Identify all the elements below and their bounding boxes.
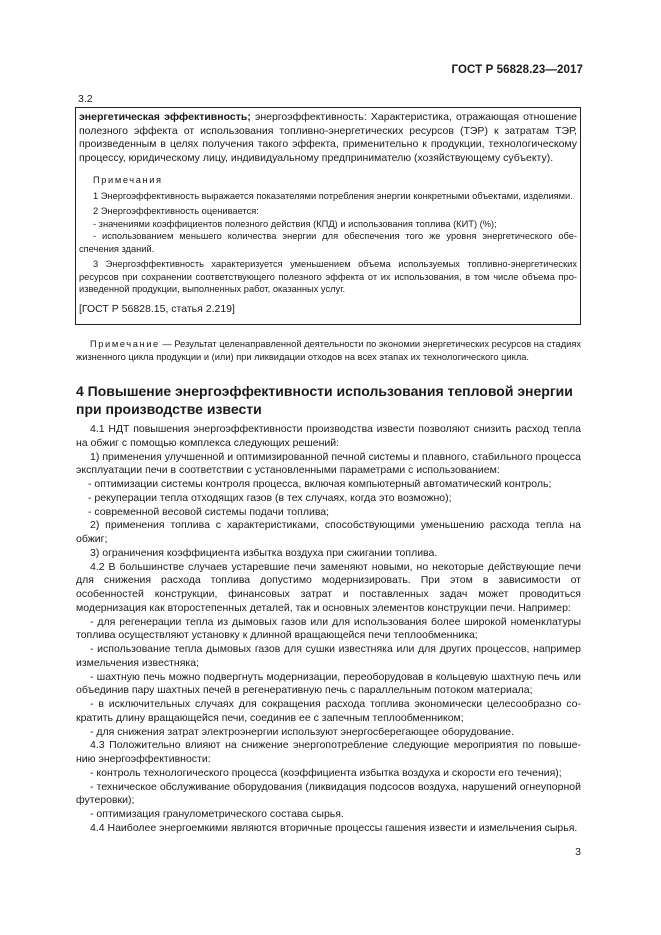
list-item: - контроль технологического процесса (коэффициента избытка воздуха и скорости его течения); (90, 766, 562, 779)
section-number: 3.2 (78, 93, 93, 105)
note-2-title: 2 Энергоэффективность оценивается: (93, 206, 259, 216)
document-header: ГОСТ Р 56828.23—2017 (451, 64, 583, 76)
paragraph-4-1: 4.1 НДТ повышения энергоэффективности производства извести позволяют снизить расход тепла на обжиг с помощью комплекса следующих решений: (76, 423, 581, 449)
list-item: - оптимизации системы контроля процесса, включая компьютерный автоматический контроль; (88, 478, 552, 490)
list-item: - шахтную печь можно подвергнуть модернизации, переоборудовав в кольцевую шахтную печь или объединив пару шахтных печей в регенеративную печь с параллельным потоком материала; (76, 670, 581, 697)
paragraph-4-2: 4.2 В большинстве случаев устаревшие печи заменяют новыми, но некоторые действующие печи для снижения расхода топлива допустимо модернизировать. При этом в зависимости от особенностей конструкции, финансовых затрат и поставленных задач может проводиться модернизация как второстепенных деталей, так и основных элементов конструкции печи. Например: (76, 560, 581, 614)
paragraph-4-1-2: 2) применения топлива с характеристиками, способствующими уменьшению расхода тепла на обжиг; (76, 519, 581, 545)
list-item: - для регенерации тепла из дымовых газов или для использования более широкой номенклатуры топлива осуществляют установку к длинной вращающейся печи теплообменника; (76, 615, 581, 642)
list-item: - оптимизация гранулометрического состава сырья. (90, 808, 344, 820)
page-number: 3 (575, 846, 581, 858)
section-4-body (76, 423, 581, 836)
definition-reference: [ГОСТ Р 56828.15, статья 2.219] (79, 302, 235, 315)
note-2-item-2: - использованием меньшего количества энергии для обеспечения того же уровня энергетического обеспечения зданий. (79, 231, 577, 254)
definition-term: энергетическая эффективность; (79, 111, 251, 123)
list-item: - использование тепла дымовых газов для сушки известняка или для других процессов, например измельчения известняка; (76, 643, 581, 669)
definition-text (79, 111, 577, 165)
outer-note (76, 338, 581, 363)
list-item: - техническое обслуживание оборудования (ликвидация подсосов воздуха, нарушений огнеупорной футеровки); (76, 780, 581, 807)
list-item: - современной весовой системы подачи топлива; (88, 505, 330, 518)
note-2-item-1: - значениями коэффициентов полезного действия (КПД) и использования топлива (КИТ) (%); (93, 218, 497, 229)
outer-note-body: — Результат целенаправленной деятельности по экономии энергетических ресурсов на стадиях жизненного цикла продукции и (или) при ликвидации отходов на всех этапах их технологического цикла. (76, 339, 581, 362)
paragraph-4-1-1: 1) применения улучшенной и оптимизированной печной системы и плавного, стабильного процесса эксплуатации печи в соответствии с установленными параметрами с использованием: (76, 450, 581, 477)
section-4-title: 4 Повышение энергоэффективности использования тепловой энергии при производстве извести (76, 383, 573, 417)
list-item: - рекуперации тепла отходящих газов (в тех случаях, когда это возможно); (88, 491, 452, 504)
outer-note-text (76, 338, 581, 363)
definition-box (75, 107, 581, 325)
list-item: - в исключительных случаях для сокращения расхода топлива экономически целесообразно сократить длину вращающейся печи, соединив ее с запечным теплообменником; (76, 698, 581, 724)
outer-note-label: Примечание (90, 339, 160, 349)
note-3: 3 Энергоэффективность характеризуется уменьшением объема используемых топливно-энергетических ресурсов при сохранении соответствующего полезного эффекта от их использования, в том числе объема произведенной продукции, выполненных работ, оказанных услуг. (79, 259, 577, 294)
paragraph-4-4: 4.4 Наиболее энергоемкими являются вторичные процессы гашения извести и измельчения сырья. (90, 821, 578, 834)
notes-title: Примечания (93, 175, 163, 185)
note-1: 1 Энергоэффективность выражается показателями потребления энергии конкретными объектами, изделиями. (93, 190, 573, 201)
paragraph-4-3: 4.3 Положительно влияют на снижение энергопотребление следующие мероприятия по повышению энергоэффективности: (76, 739, 581, 765)
definition-body: энергоэффективность: Характеристика, отражающая отношение полезного эффекта от использования топливно-энергетических ресурсов (ТЭР) к затратам ТЭР, произведенным в целях получения такого эффекта, применительно к продукции, технологическому процессу, юридическому лицу, индивидуальному предпринимателю (хозяйствующему субъекту). (79, 111, 578, 164)
list-item: - для снижения затрат электроэнергии используют энергосберегающее оборудование. (90, 725, 515, 738)
paragraph-4-1-3: 3) ограничения коэффициента избытка воздуха при сжигании топлива. (90, 546, 438, 559)
